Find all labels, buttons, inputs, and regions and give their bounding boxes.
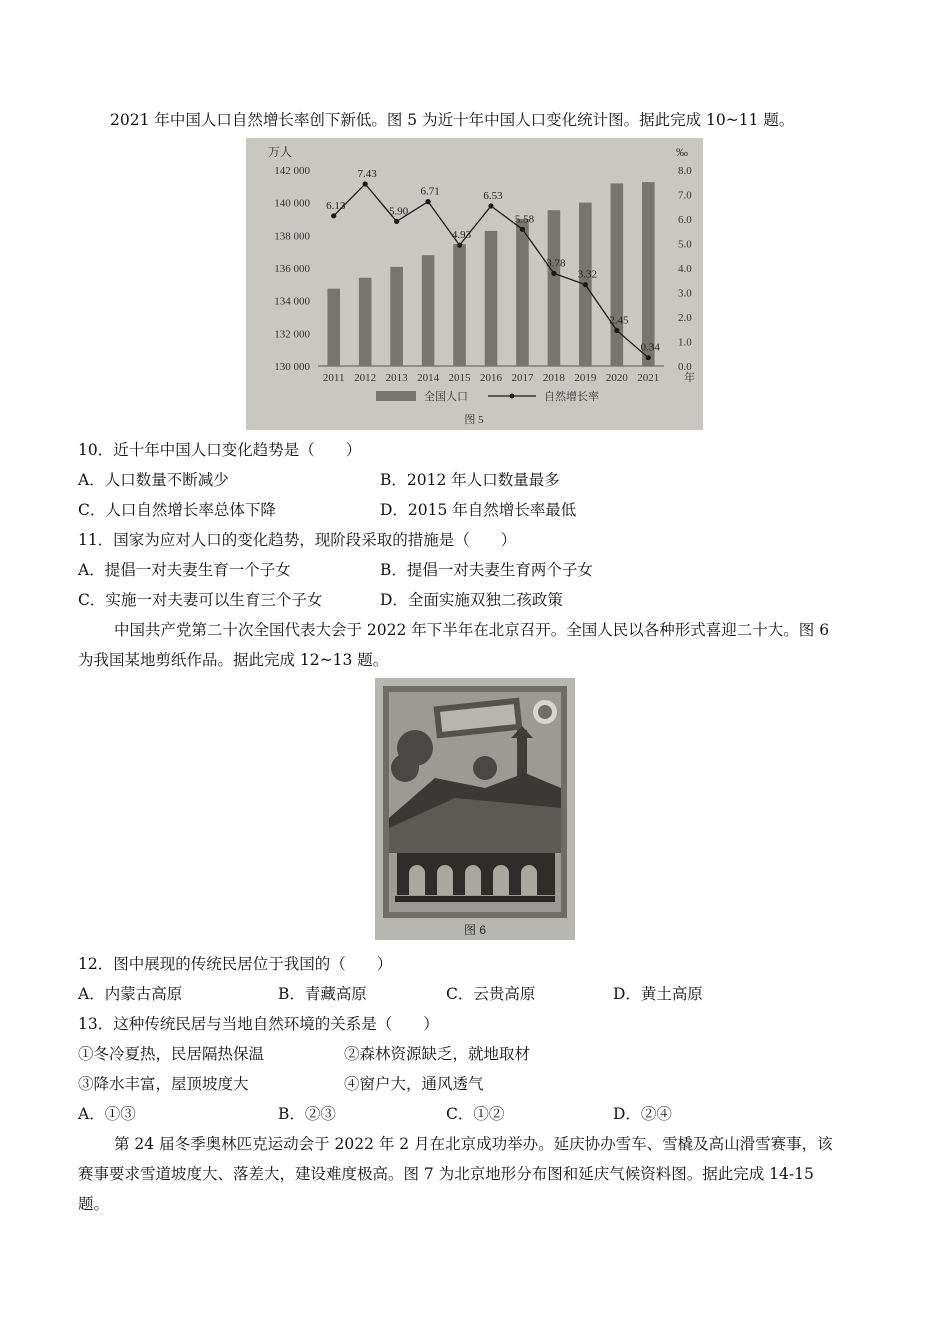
growth-rate-point: [488, 203, 493, 208]
x-axis-tick-label: 2020: [605, 372, 628, 384]
legend-label-growth-rate: 自然增长率: [544, 391, 599, 403]
q10-option-a[interactable]: A．人口数量不断减少: [78, 471, 229, 489]
q11-option-c[interactable]: C．实施一对夫妻可以生育三个子女: [78, 591, 323, 609]
intro-paragraph-2-line-2: 为我国某地剪纸作品。据此完成 12~13 题。: [78, 651, 389, 669]
q13-statement-3: ③降水丰富，屋顶坡度大: [78, 1075, 249, 1093]
population-bar: [516, 219, 529, 366]
growth-rate-data-label: 6.13: [326, 199, 346, 212]
right-axis-tick-label: 7.0: [678, 189, 692, 202]
x-axis-tick-label: 2021: [637, 372, 660, 384]
growth-rate-point: [646, 355, 651, 360]
intro-paragraph-3-line-1: 第 24 届冬季奥林匹克运动会于 2022 年 2 月在北京成功举办。延庆协办雪车、雪橇及高山滑雪赛事，该: [114, 1135, 833, 1153]
x-axis-tick-label: 2016: [480, 372, 502, 384]
right-axis-tick-label: 1.0: [678, 336, 692, 349]
figure-5-chart: [246, 138, 703, 430]
population-bar: [642, 182, 655, 366]
x-axis-tick-label: 2019: [574, 372, 597, 384]
growth-rate-point: [520, 227, 525, 232]
growth-rate-point: [551, 271, 556, 276]
right-axis-tick-label: 8.0: [678, 165, 692, 177]
right-axis-tick-label: 3.0: [678, 287, 692, 300]
q12-stem: 12．图中展现的传统民居位于我国的（ ）: [78, 955, 393, 973]
q13-statement-1: ①冬冷夏热，民居隔热保温: [78, 1045, 265, 1063]
figure-6-papercut-image: [375, 678, 575, 940]
q13-option-c[interactable]: C．①②: [446, 1105, 505, 1123]
x-axis-tick-label: 2015: [448, 372, 471, 384]
growth-rate-data-label: 3.78: [546, 257, 566, 270]
q11-option-b[interactable]: B．提倡一对夫妻生育两个子女: [380, 561, 593, 579]
population-bar: [485, 231, 498, 366]
legend-swatch-growth-rate-point: [510, 394, 515, 399]
growth-rate-point: [583, 282, 588, 287]
q11-option-a[interactable]: A．提倡一对夫妻生育一个子女: [78, 561, 291, 579]
population-bar: [422, 255, 435, 366]
figure-6-caption: 图 6: [463, 923, 486, 937]
intro-paragraph-1: 2021 年中国人口自然增长率创下新低。图 5 为近十年中国人口变化统计图。据此完成 10~11 题。: [110, 111, 795, 129]
population-bar: [327, 289, 340, 366]
x-axis-tick-label: 2013: [385, 372, 408, 384]
legend-label-population: 全国人口: [424, 391, 468, 403]
left-axis-unit: 万人: [268, 145, 293, 159]
q12-option-b[interactable]: B．青藏高原: [278, 985, 367, 1003]
right-axis-tick-label: 6.0: [678, 214, 692, 226]
growth-rate-data-label: 4.93: [451, 229, 472, 242]
growth-rate-data-label: 3.32: [577, 268, 597, 281]
population-bar: [453, 244, 466, 366]
q13-statement-2: ②森林资源缺乏，就地取材: [344, 1045, 531, 1063]
right-axis-tick-label: 5.0: [678, 238, 692, 251]
left-axis-tick-label: 140 000: [274, 197, 310, 210]
growth-rate-data-label: 0.34: [640, 341, 660, 354]
q13-stem: 13．这种传统民居与当地自然环境的关系是（ ）: [78, 1015, 439, 1033]
intro-paragraph-3-line-3: 题。: [78, 1195, 110, 1213]
growth-rate-point: [331, 213, 336, 218]
right-axis-tick-label: 0.0: [678, 361, 692, 373]
growth-rate-data-label: 5.90: [389, 205, 409, 218]
q10-option-c[interactable]: C．人口自然增长率总体下降: [78, 501, 276, 519]
intro-paragraph-3-line-2: 赛事要求雪道坡度大、落差大，建设难度极高。图 7 为北京地形分布图和延庆气候资料图。据此完成 14-15: [78, 1165, 814, 1183]
growth-rate-data-label: 7.43: [357, 167, 377, 180]
q10-stem: 10．近十年中国人口变化趋势是（ ）: [78, 441, 362, 459]
q13-statement-4: ④窗户大，通风透气: [344, 1075, 484, 1093]
q11-option-d[interactable]: D．全面实施双独二孩政策: [380, 591, 563, 609]
q12-option-c[interactable]: C．云贵高原: [446, 985, 536, 1003]
population-bar: [611, 183, 624, 366]
growth-rate-point: [614, 328, 619, 333]
growth-rate-data-label: 6.53: [483, 190, 503, 203]
right-axis-unit: ‰: [676, 145, 688, 159]
growth-rate-data-label: 5.58: [514, 213, 535, 226]
left-axis-tick-label: 142 000: [274, 165, 310, 177]
q10-option-d[interactable]: D．2015 年自然增长率最低: [380, 501, 577, 519]
left-axis-tick-label: 132 000: [274, 328, 310, 341]
figure-5-caption: 图 5: [464, 414, 484, 426]
population-bar: [548, 210, 561, 366]
x-axis-unit: 年: [684, 372, 695, 384]
growth-rate-data-label: 2.45: [609, 314, 629, 327]
q13-option-d[interactable]: D．②④: [613, 1105, 672, 1123]
x-axis-tick-label: 2012: [354, 372, 377, 384]
population-bar: [359, 278, 372, 366]
q10-option-b[interactable]: B．2012 年人口数量最多: [380, 471, 560, 489]
left-axis-tick-label: 136 000: [274, 263, 310, 275]
population-bar: [390, 267, 403, 366]
q12-option-a[interactable]: A．内蒙古高原: [78, 985, 183, 1003]
q13-option-b[interactable]: B．②③: [278, 1105, 336, 1123]
x-axis-tick-label: 2011: [322, 372, 345, 384]
intro-paragraph-2-line-1: 中国共产党第二十次全国代表大会于 2022 年下半年在北京召开。全国人民以各种形式喜迎二十大。图 6: [114, 621, 830, 639]
growth-rate-data-label: 6.71: [420, 185, 440, 198]
legend-swatch-population: [376, 391, 416, 401]
left-axis-tick-label: 134 000: [274, 295, 310, 308]
q13-option-a[interactable]: A．①③: [78, 1105, 136, 1123]
left-axis-tick-label: 138 000: [274, 230, 310, 243]
right-axis-tick-label: 4.0: [678, 263, 692, 275]
x-axis-tick-label: 2014: [417, 372, 440, 384]
growth-rate-point: [457, 243, 462, 248]
x-axis-tick-label: 2017: [511, 372, 534, 384]
growth-rate-point: [425, 199, 430, 204]
x-axis-tick-label: 2018: [542, 372, 565, 384]
growth-rate-point: [394, 219, 399, 224]
right-axis-tick-label: 2.0: [678, 312, 692, 324]
left-axis-tick-label: 130 000: [274, 361, 310, 373]
growth-rate-point: [363, 181, 368, 186]
q12-option-d[interactable]: D．黄土高原: [613, 985, 703, 1003]
q11-stem: 11．国家为应对人口的变化趋势，现阶段采取的措施是（ ）: [78, 531, 517, 549]
